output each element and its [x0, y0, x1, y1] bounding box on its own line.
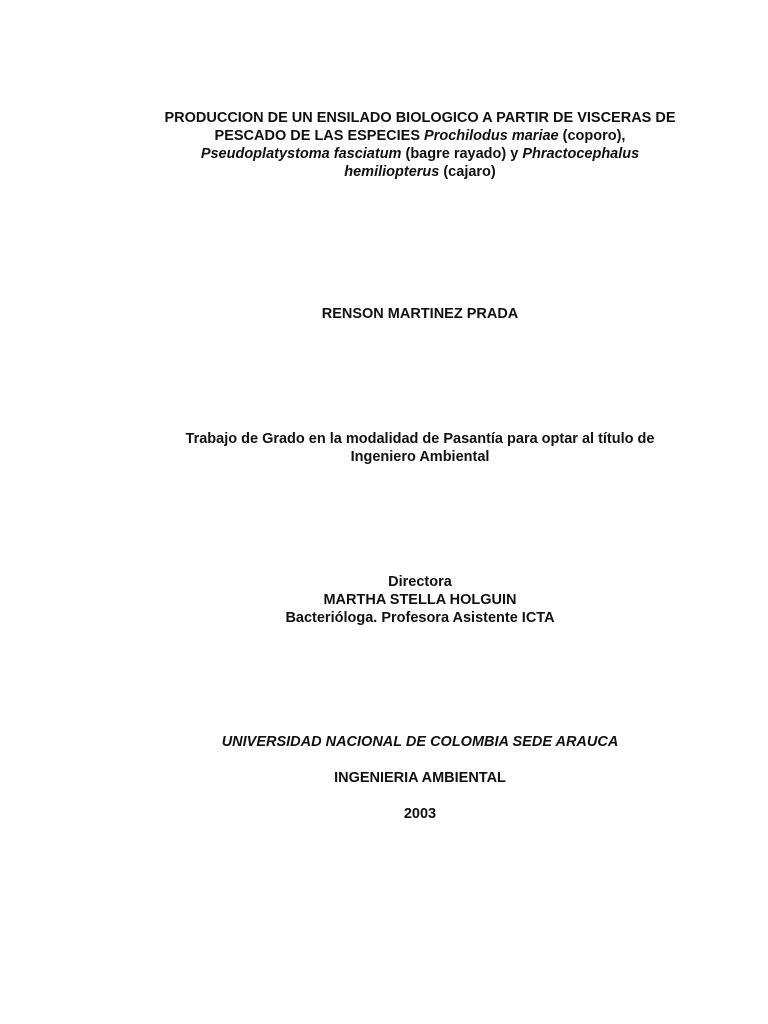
year-block	[100, 805, 740, 823]
species-1-common-name: (coporo),	[558, 128, 626, 144]
director-position: Bacterióloga. Profesora Asistente ICTA	[285, 610, 555, 626]
species-2-common-name: (bagre rayado) y	[401, 146, 523, 162]
university-name: UNIVERSIDAD NACIONAL DE COLOMBIA SEDE ARAUCA	[221, 734, 619, 750]
director-role: Directora	[388, 574, 452, 590]
title-line-3	[100, 145, 740, 163]
university-block	[100, 733, 740, 751]
program-block	[100, 769, 740, 787]
thesis-title	[100, 109, 740, 181]
author-block	[100, 305, 740, 323]
title-line-2	[100, 127, 740, 145]
title-line-2-prefix: PESCADO DE LAS ESPECIES	[214, 128, 425, 144]
degree-line-2: Ingeniero Ambiental	[350, 449, 490, 465]
species-2-scientific-name: Pseudoplatystoma fasciatum	[200, 146, 402, 162]
author-name: RENSON MARTINEZ PRADA	[321, 306, 519, 322]
director-name: MARTHA STELLA HOLGUIN	[323, 592, 517, 608]
program-name: INGENIERIA AMBIENTAL	[334, 770, 506, 786]
species-1-scientific-name: Prochilodus mariae	[424, 128, 559, 144]
species-3-scientific-name-part-1: Phractocephalus	[522, 146, 640, 162]
title-line-4	[100, 163, 740, 181]
director-block	[100, 573, 740, 627]
year: 2003	[403, 806, 437, 822]
species-3-common-name: (cajaro)	[439, 164, 496, 180]
species-3-scientific-name-part-2: hemiliopterus	[344, 164, 440, 180]
degree-line-1: Trabajo de Grado en la modalidad de Pasantía para optar al título de	[185, 431, 655, 447]
degree-statement	[100, 430, 740, 466]
title-line-1: PRODUCCION DE UN ENSILADO BIOLOGICO A PARTIR DE VISCERAS DE	[164, 110, 676, 126]
